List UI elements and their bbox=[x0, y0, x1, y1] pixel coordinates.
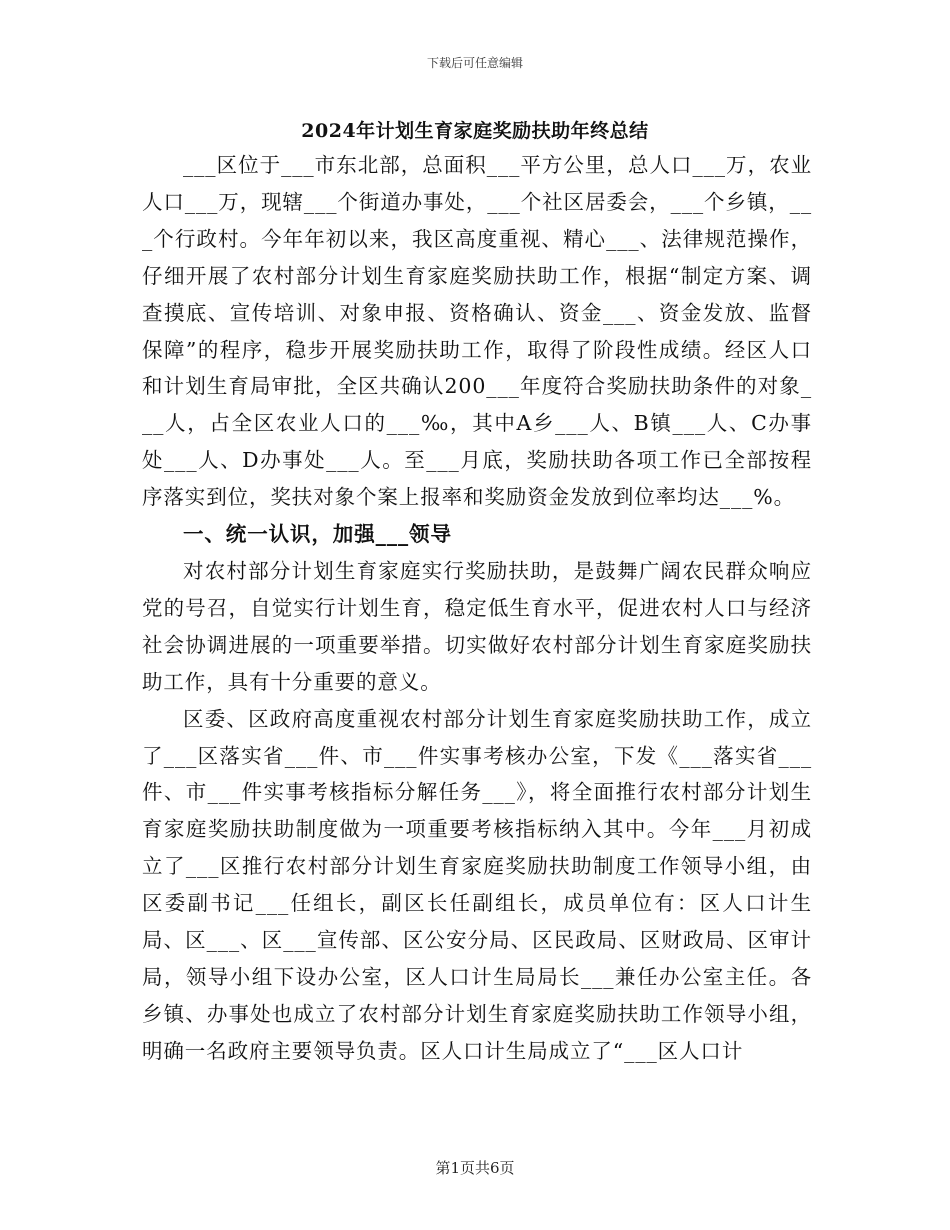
paragraph-intro: ___区位于___市东北部，总面积___平方公里，总人口___万，农业人口___万，现辖___个街道办事处，___个社区居委会，___个乡镇，___个行政村。今年年初以来，我区高度重视、精心___、法律规范操作，仔细开展了农村部分计划生育家庭奖励扶助工作，根据“制定方案、调查摸底、宣传培训、对象申报、资格确认、资金___、资金发放、监督保障”的程序，稳步开展奖励扶助工作，取得了阶段性成绩。经区人口和计划生育局审批，全区共确认200___年度符合奖励扶助条件的对象___人，占全区农业人口的___‰，其中A乡___人、B镇___人、C办事处___人、D办事处___人。至___月底，奖励扶助各项工作已全部按程序落实到位，奖扶对象个案上报率和奖励资金发放到位率均达___%。 bbox=[142, 153, 812, 510]
paragraph-significance: 对农村部分计划生育家庭实行奖励扶助，是鼓舞广阔农民群众响应党的号召，自觉实行计划生育，稳定低生育水平，促进农村人口与经济社会协调进展的一项重要举措。切实做好农村部分计划生育家庭奖励扶助工作，具有十分重要的意义。 bbox=[142, 558, 812, 694]
page-header-note: 下载后可任意编辑 bbox=[426, 56, 523, 70]
document-title: 2024年计划生育家庭奖励扶助年终总结 bbox=[301, 120, 649, 142]
paragraph-organization: 区委、区政府高度重视农村部分计划生育家庭奖励扶助工作，成立了___区落实省___件、市___件实事考核办公室，下发《___落实省___件、市___件实事考核指标分解任务___》，将全面推行农村部分计划生育家庭奖励扶助制度做为一项重要考核指标纳入其中。今年___月初成立了___区推行农村部分计划生育家庭奖励扶助制度工作领导小组，由区委副书记___任组长，副区长任副组长，成员单位有：区人口计生局、区___、区___宣传部、区公安分局、区民政局、区财政局、区审计局，领导小组下设办公室，区人口计生局局长___兼任办公室主任。各乡镇、办事处也成立了农村部分计划生育家庭奖励扶助工作领导小组，明确一名政府主要领导负责。区人口计生局成立了“___区人口计 bbox=[142, 706, 812, 1063]
page-number: 第1页共6页 bbox=[435, 1159, 515, 1177]
document-body bbox=[142, 147, 812, 1070]
section-heading-1: 一、统一认识，加强___领导 bbox=[183, 522, 452, 547]
